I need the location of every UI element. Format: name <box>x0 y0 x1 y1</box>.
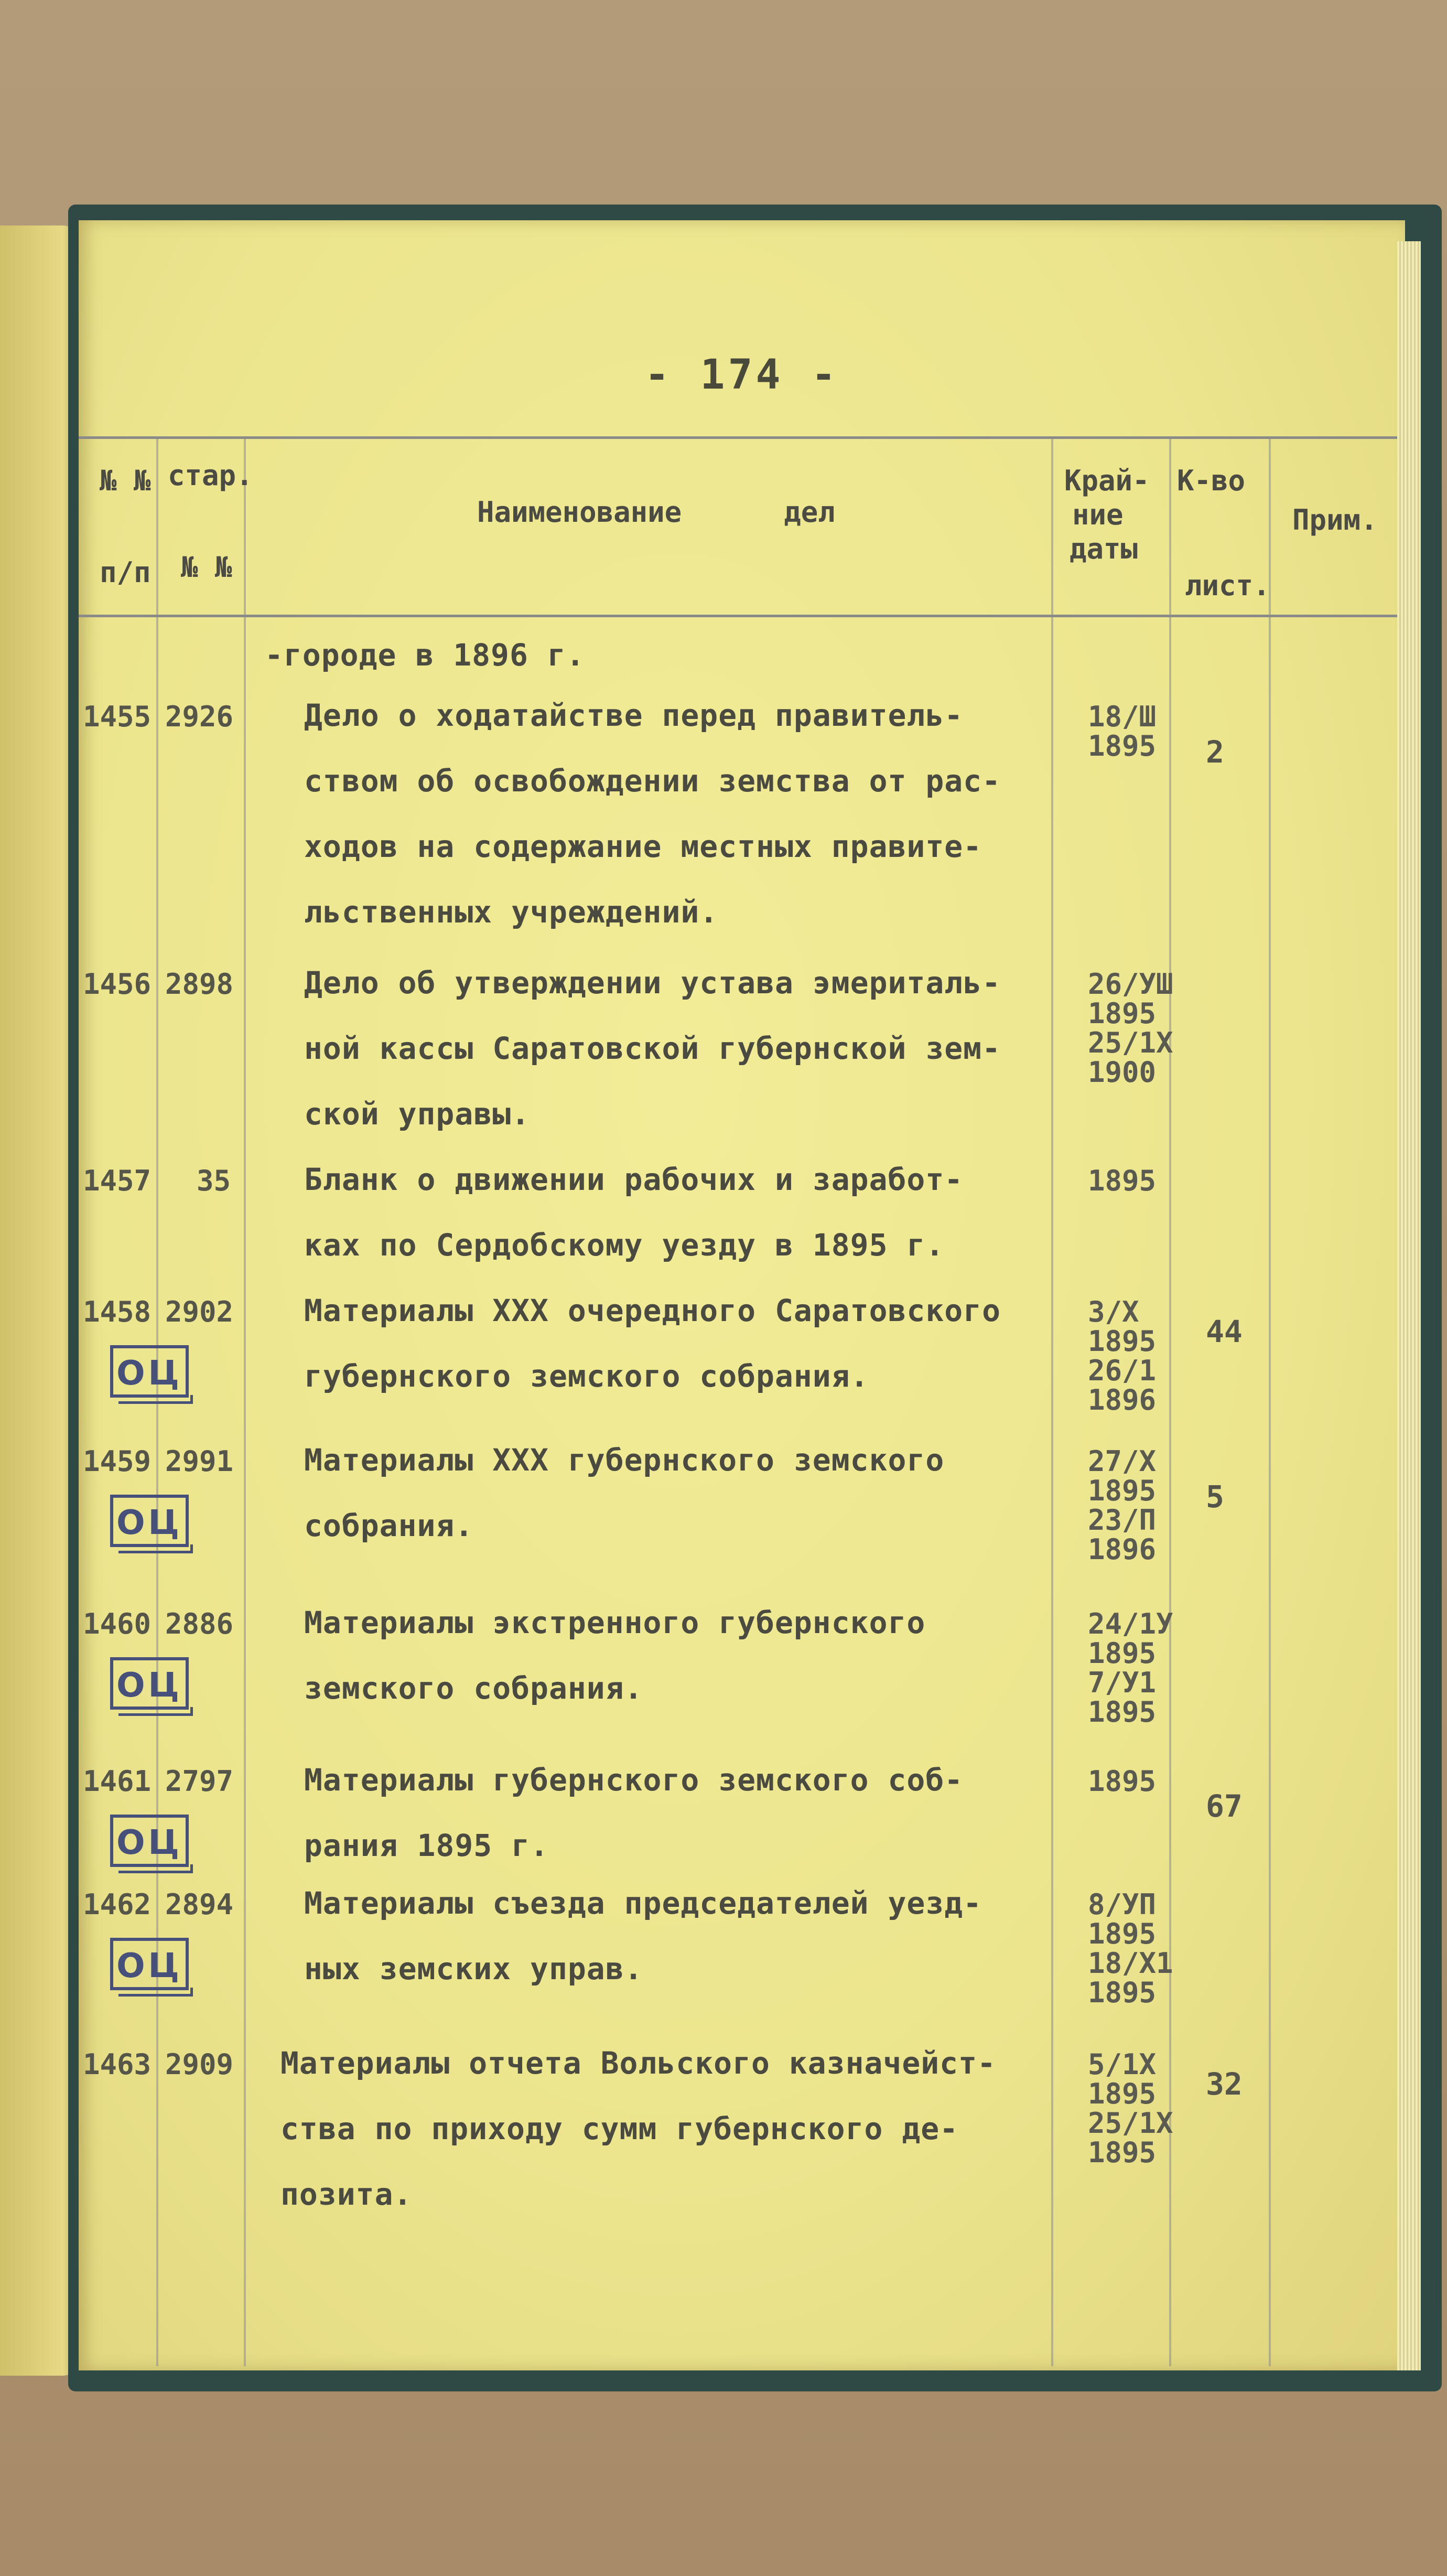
record-number: 1462 <box>83 1888 152 1921</box>
record-title-line: рания 1895 г. <box>304 1828 549 1863</box>
header-dates-1: Край- <box>1064 464 1150 497</box>
record-title-line: ской управы. <box>304 1096 531 1132</box>
record-date: 18/Ш <box>1088 700 1157 733</box>
record-date: 1895 <box>1088 2136 1157 2169</box>
col-divider-3 <box>1051 436 1053 2366</box>
record-title-line: Материалы отчета Вольского казначейст- <box>280 2045 996 2081</box>
record-title-line: Материалы губернского земского соб- <box>304 1762 964 1798</box>
header-title: Наименование дел <box>477 496 835 529</box>
header-num-bottom: п/п <box>100 556 151 589</box>
sheet-count: 32 <box>1206 2066 1243 2102</box>
record-title-line: ства по приходу сумм губернского де- <box>280 2111 959 2146</box>
header-dates-2: ние <box>1072 498 1124 531</box>
record-date: 1895 <box>1088 1637 1157 1670</box>
record-title-line: земского собрания. <box>304 1670 643 1706</box>
page-number: - 174 - <box>644 351 839 399</box>
header-dates-3: даты <box>1070 532 1138 565</box>
old-record-number: 2909 <box>165 2048 234 2081</box>
sheet-count: 5 <box>1206 1479 1224 1515</box>
header-old-bottom: № № <box>181 551 232 584</box>
record-title-line: Материалы XXX губернского земского <box>304 1442 945 1478</box>
record-date: 23/П <box>1088 1504 1157 1537</box>
record-date: 1895 <box>1088 1325 1157 1358</box>
record-number: 1458 <box>83 1295 152 1328</box>
continuation-line: -городе в 1896 г. <box>265 637 585 673</box>
header-note: Прим. <box>1292 503 1378 536</box>
record-title-line: ной кассы Саратовской губернской зем- <box>304 1031 1001 1066</box>
sheet-count: 2 <box>1206 734 1224 770</box>
sheet-count: 44 <box>1206 1314 1243 1349</box>
record-date: 1895 <box>1088 997 1157 1030</box>
old-record-number: 2894 <box>165 1888 234 1921</box>
archive-stamp: ОЦ <box>110 1657 189 1710</box>
col-divider-2 <box>244 436 246 2366</box>
record-title-line: позита. <box>280 2176 413 2212</box>
record-date: 1896 <box>1088 1533 1157 1566</box>
archive-stamp: ОЦ <box>110 1815 189 1867</box>
old-record-number: 2991 <box>165 1445 234 1478</box>
record-date: 1895 <box>1088 1765 1157 1798</box>
record-number: 1461 <box>83 1765 152 1798</box>
record-number: 1455 <box>83 700 152 733</box>
record-date: 7/У1 <box>1088 1666 1157 1699</box>
table-top-rule <box>79 436 1400 439</box>
record-date: 27/Х <box>1088 1445 1157 1478</box>
header-num-top: № № <box>100 464 151 497</box>
record-title-line: Дело об утверждении устава эмериталь- <box>304 965 1001 1001</box>
record-number: 1457 <box>83 1164 152 1197</box>
record-date: 5/1Х <box>1088 2048 1157 2081</box>
record-title-line: Дело о ходатайстве перед правитель- <box>304 697 964 733</box>
record-date: 1896 <box>1088 1383 1157 1416</box>
record-date: 1895 <box>1088 1474 1157 1507</box>
record-title-line: собрания. <box>304 1508 474 1543</box>
record-title-line: Материалы XXX очередного Саратовского <box>304 1293 1001 1328</box>
header-bottom-rule <box>79 615 1400 617</box>
record-date: 3/Х <box>1088 1295 1139 1328</box>
record-title-line: льственных учреждений. <box>304 894 719 930</box>
record-number: 1459 <box>83 1445 152 1478</box>
record-date: 26/УШ <box>1088 968 1173 1001</box>
header-count-top: К-во <box>1177 464 1246 497</box>
archive-stamp: ОЦ <box>110 1345 189 1398</box>
col-divider-5 <box>1269 436 1271 2366</box>
record-date: 26/1 <box>1088 1354 1157 1387</box>
record-date: 18/Х1 <box>1088 1947 1173 1980</box>
archive-stamp: ОЦ <box>110 1938 189 1990</box>
old-record-number: 2886 <box>165 1607 234 1640</box>
old-record-number: 2902 <box>165 1295 234 1328</box>
record-date: 1895 <box>1088 2077 1157 2110</box>
record-title-line: ках по Сердобскому уезду в 1895 г. <box>304 1227 945 1263</box>
record-date: 8/УП <box>1088 1888 1157 1921</box>
col-divider-4 <box>1169 436 1171 2366</box>
record-title-line: ством об освобождении земства от рас- <box>304 763 1001 799</box>
left-page-edge <box>0 226 79 2376</box>
record-title-line: ходов на содержание местных правите- <box>304 829 982 864</box>
header-old-top: стар. <box>168 459 253 492</box>
old-record-number: 2797 <box>165 1765 234 1798</box>
record-number: 1456 <box>83 968 152 1001</box>
record-number: 1460 <box>83 1607 152 1640</box>
record-title-line: Материалы съезда председателей уезд- <box>304 1885 982 1921</box>
record-title-line: Бланк о движении рабочих и заработ- <box>304 1162 964 1197</box>
sheet-count: 67 <box>1206 1788 1243 1824</box>
record-title-line: Материалы экстренного губернского <box>304 1605 926 1640</box>
header-count-bottom: лист. <box>1185 569 1270 602</box>
record-date: 1895 <box>1088 1976 1157 2009</box>
record-date: 24/1У <box>1088 1607 1173 1640</box>
archive-stamp: ОЦ <box>110 1495 189 1547</box>
record-date: 25/1Х <box>1088 1026 1173 1059</box>
record-title-line: губернского земского собрания. <box>304 1358 869 1394</box>
ledger-page <box>79 220 1405 2370</box>
old-record-number: 2898 <box>165 968 234 1001</box>
record-date: 25/1Х <box>1088 2107 1173 2140</box>
old-record-number: 35 <box>197 1164 231 1197</box>
record-date: 1895 <box>1088 729 1157 763</box>
page-stack-edges <box>1397 241 1421 2370</box>
record-date: 1895 <box>1088 1695 1157 1729</box>
record-number: 1463 <box>83 2048 152 2081</box>
record-date: 1895 <box>1088 1917 1157 1950</box>
record-date: 1900 <box>1088 1056 1157 1089</box>
record-title-line: ных земских управ. <box>304 1951 643 1987</box>
record-date: 1895 <box>1088 1164 1157 1197</box>
old-record-number: 2926 <box>165 700 234 733</box>
